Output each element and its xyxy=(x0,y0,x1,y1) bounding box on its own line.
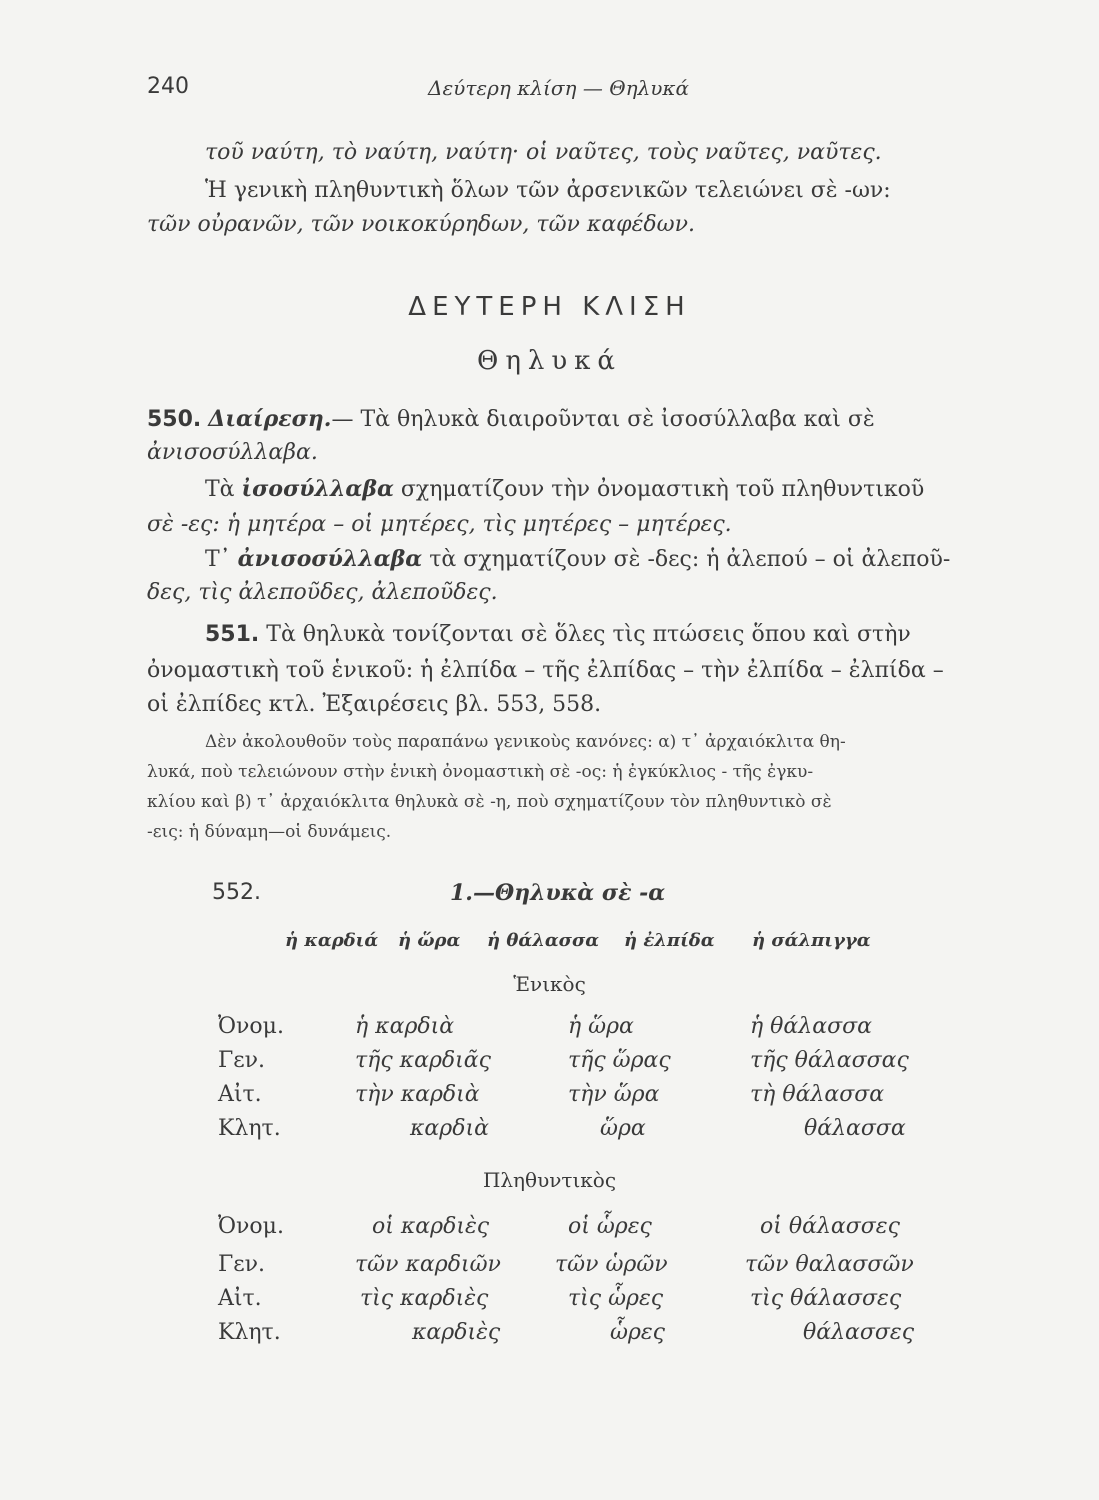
plural-title: Πληθυντικὸς xyxy=(482,1168,617,1192)
case-label: Γεν. xyxy=(218,1048,266,1073)
table-row xyxy=(0,1048,1099,1078)
table-row xyxy=(0,1320,1099,1350)
paragraph-550-line-3 xyxy=(205,476,924,502)
intro-line-3: τῶν οὐρανῶν, τῶν νοικοκύρηδων, τῶν καφέδων. xyxy=(147,212,695,237)
form-thalassa: τὶς θάλασσες xyxy=(750,1286,902,1311)
example-3: ἡ θάλασσα xyxy=(487,930,600,951)
case-label: Ὀνομ. xyxy=(218,1214,284,1239)
paragraph-551-line-2: ὀνομαστικὴ τοῦ ἑνικοῦ: ἡ ἐλπίδα – τῆς ἐλπίδας – τὴν ἐλπίδα – ἐλπίδα – xyxy=(147,658,944,683)
section-subheading: Θηλυκά xyxy=(477,346,622,376)
form-thalassa: τῆς θάλασσας xyxy=(750,1048,909,1073)
page-number: 240 xyxy=(147,74,189,99)
paragraph-550-line-4: σὲ -ες: ἡ μητέρα – οἱ μητέρες, τὶς μητέρες – μητέρες. xyxy=(147,512,732,537)
running-title: Δεύτερη κλίση — Θηλυκά xyxy=(428,76,690,100)
paragraph-552-title: 1.—Θηλυκὰ σὲ -α xyxy=(450,880,666,906)
form-kardia: οἱ καρδιὲς xyxy=(372,1214,490,1239)
paragraph-number: 551. xyxy=(205,622,260,647)
table-row xyxy=(0,1014,1099,1044)
singular-title: Ἑνικὸς xyxy=(513,972,586,996)
paragraph-number: 550. xyxy=(147,407,202,432)
form-thalassa: τὴ θάλασσα xyxy=(750,1082,885,1107)
table-row xyxy=(0,1082,1099,1112)
paragraph-text: Τὰ θηλυκὰ τονίζονται σὲ ὅλες τὶς πτώσεις ὅπου καὶ στὴν xyxy=(259,622,911,647)
paragraph-552-number: 552. xyxy=(212,880,261,905)
form-thalassa: θάλασσα xyxy=(804,1116,906,1141)
case-label: Κλητ. xyxy=(218,1116,281,1141)
term: ἰσοσύλλαβα xyxy=(241,476,394,502)
form-thalassa: ἡ θάλασσα xyxy=(750,1014,872,1039)
note-line-3: κλίου καὶ β) τ᾽ ἀρχαιόκλιτα θηλυκὰ σὲ -η, ποὺ σχηματίζουν τὸν πληθυντικὸ σὲ xyxy=(147,792,832,812)
example-5: ἡ σάλπιγγα xyxy=(752,930,871,951)
case-label: Αἰτ. xyxy=(218,1082,262,1107)
form-kardia: τὴν καρδιὰ xyxy=(355,1082,480,1107)
form-thalassa: οἱ θάλασσες xyxy=(760,1214,900,1239)
paragraph-551-line-1 xyxy=(205,622,911,647)
paragraph-550-line-1 xyxy=(147,406,875,432)
table-row xyxy=(0,1252,1099,1282)
form-ora: ὥρα xyxy=(600,1116,646,1141)
case-label: Αἰτ. xyxy=(218,1286,262,1311)
paragraph-label: Διαίρεση. xyxy=(208,406,332,432)
note-line-2: λυκά, ποὺ τελειώνουν στὴν ἑνικὴ ὀνομαστικὴ σὲ -ος: ἡ ἐγκύκλιος - τῆς ἐγκυ- xyxy=(147,762,814,782)
form-thalassa: τῶν θαλασσῶν xyxy=(745,1252,914,1277)
form-kardia: καρδιὲς xyxy=(412,1320,501,1345)
form-kardia: ἡ καρδιὰ xyxy=(355,1014,455,1039)
example-4: ἡ ἐλπίδα xyxy=(624,930,715,951)
form-ora: οἱ ὧρες xyxy=(568,1214,652,1239)
form-ora: ἡ ὥρα xyxy=(568,1014,634,1039)
case-label: Κλητ. xyxy=(218,1320,281,1345)
case-label: Ὀνομ. xyxy=(218,1014,284,1039)
note-line-1: Δὲν ἀκολουθοῦν τοὺς παραπάνω γενικοὺς κανόνες: α) τ᾽ ἀρχαιόκλιτα θη- xyxy=(205,732,846,752)
text: Τὰ xyxy=(205,477,242,502)
form-ora: τὴν ὥρα xyxy=(568,1082,660,1107)
form-kardia: τὶς καρδιὲς xyxy=(360,1286,489,1311)
text: Τ᾽ xyxy=(205,547,238,572)
form-ora: τὶς ὧρες xyxy=(568,1286,664,1311)
form-kardia: τῶν καρδιῶν xyxy=(355,1252,501,1277)
form-thalassa: θάλασσες xyxy=(803,1320,915,1345)
form-ora: ὧρες xyxy=(610,1320,665,1345)
section-heading: ΔΕΥΤΕΡΗ ΚΛΙΣΗ xyxy=(408,292,691,322)
text: τὰ σχηματίζουν σὲ -δες: ἡ ἀλεπού – οἱ ἀλεποῦ- xyxy=(422,547,951,572)
table-row xyxy=(0,1214,1099,1244)
text: σχηματίζουν τὴν ὀνομαστικὴ τοῦ πληθυντικοῦ xyxy=(393,477,925,502)
intro-line-1: τοῦ ναύτη, τὸ ναύτη, ναύτη· οἱ ναῦτες, τοὺς ναῦτες, ναῦτες. xyxy=(205,140,882,165)
paragraph-text: — Τὰ θηλυκὰ διαιροῦνται σὲ ἰσοσύλλαβα καὶ σὲ xyxy=(331,407,875,432)
table-row xyxy=(0,1116,1099,1146)
form-kardia: τῆς καρδιᾶς xyxy=(355,1048,491,1073)
form-ora: τῶν ὡρῶν xyxy=(555,1252,668,1277)
term: ἀνισοσύλλαβα xyxy=(237,546,423,572)
example-2: ἡ ὥρα xyxy=(398,930,461,951)
case-label: Γεν. xyxy=(218,1252,266,1277)
table-row xyxy=(0,1286,1099,1316)
example-1: ἡ καρδιά xyxy=(285,930,379,951)
intro-line-2: Ἡ γενικὴ πληθυντικὴ ὅλων τῶν ἀρσενικῶν τελειώνει σὲ -ων: xyxy=(205,178,891,203)
note-line-4: -εις: ἡ δύναμη—οἱ δυνάμεις. xyxy=(147,822,392,842)
paragraph-550-line-6: δες, τὶς ἀλεποῦδες, ἀλεποῦδες. xyxy=(147,580,498,605)
paragraph-550-line-5 xyxy=(205,546,950,572)
paragraph-551-line-3: οἱ ἐλπίδες κτλ. Ἐξαιρέσεις βλ. 553, 558. xyxy=(147,692,602,717)
form-ora: τῆς ὥρας xyxy=(568,1048,671,1073)
paragraph-550-line-2: ἀνισοσύλλαβα. xyxy=(147,440,318,465)
form-kardia: καρδιὰ xyxy=(410,1116,489,1141)
